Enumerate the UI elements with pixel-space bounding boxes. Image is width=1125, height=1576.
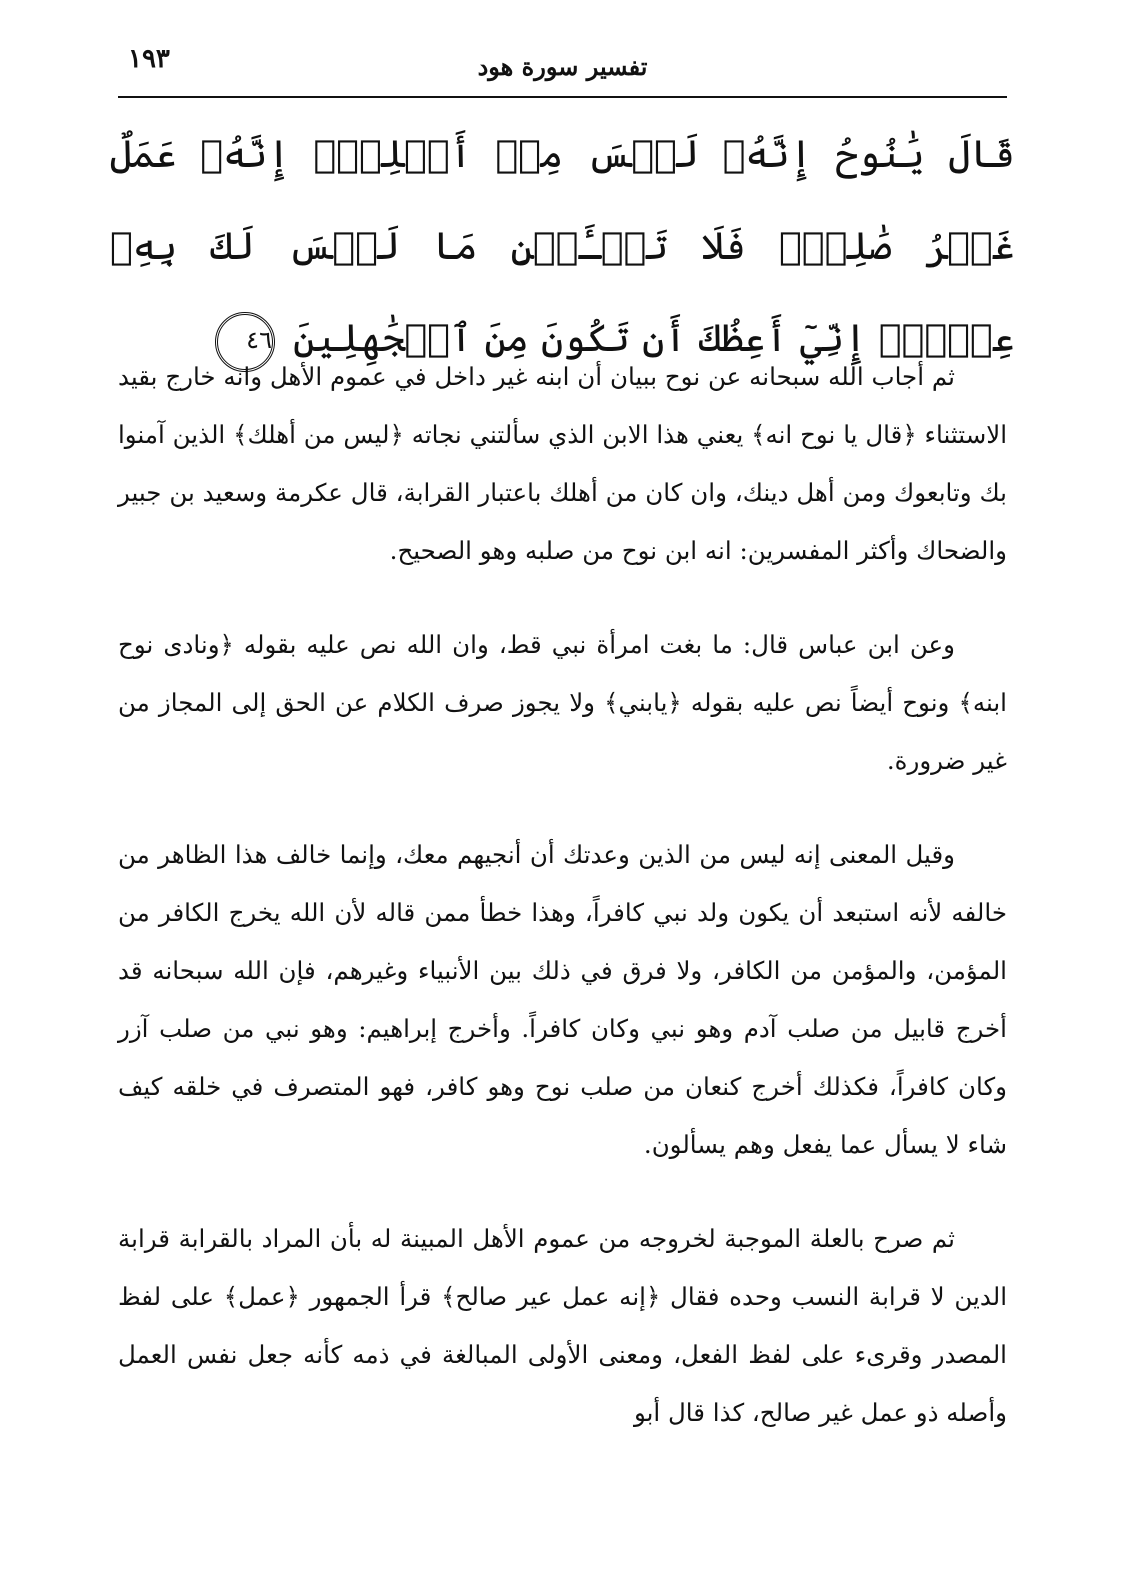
quran-verse: [110, 108, 1015, 384]
header-divider: [118, 96, 1007, 98]
paragraph: ثم صرح بالعلة الموجبة لخروجه من عموم الأهل المبينة له بأن المراد بالقرابة قرابة الدين لا قرابة النسب وحده فقال ﴿إنه عمل عير صالح﴾ قرأ الجمهور ﴿عمل﴾ على لفظ المصدر وقرىء على لفظ الفعل، ومعنى الأولى المبالغة في ذمه كأنه جعل نفس العمل وأصله ذو عمل غير صالح، كذا قال أبو: [118, 1224, 1007, 1427]
verse-text: قَالَ يَٰنُوحُ إِنَّهُۥ لَيۡسَ مِنۡ أَهۡلِكَۖ إِنَّهُۥ عَمَلٌ غَيۡرُ صَٰلِحٖۖ فَلَا تَسۡـَٔلۡنِ مَا لَيۡسَ لَكَ بِهِۦ عِلۡمٌۖ إِنِّيٓ أَعِظُكَ أَن تَكُونَ مِنَ ٱلۡجَٰهِلِينَ: [110, 132, 1015, 360]
page-number: ١٩٣: [128, 44, 170, 74]
paragraph: وعن ابن عباس قال: ما بغت امرأة نبي قط، وان الله نص عليه بقوله ﴿ونادى نوح ابنه﴾ ونوح أيضاً نص عليه بقوله ﴿يابني﴾ ولا يجوز صرف الكلام عن الحق إلى المجاز من غير ضرورة.: [118, 630, 1007, 775]
paragraph: وقيل المعنى إنه ليس من الذين وعدتك أن أنجيهم معك، وإنما خالف هذا الظاهر من خالفه لأنه استبعد أن يكون ولد نبي كافراً، وهذا خطأ ممن قاله لأن الله يخرج الكافر من المؤمن، والمؤمن من الكافر، ولا فرق في ذلك بين الأنبياء وغيرهم، فإن الله سبحانه قد أخرج قابيل من صلب آدم وهو نبي وكان كافراً. وأخرج إبراهيم: وهو نبي من صلب آزر وكان كافراً، فكذلك أخرج كنعان من صلب نوح وهو كافر، فهو المتصرف في خلقه كيف شاء لا يسأل عما يفعل وهم يسألون.: [118, 840, 1007, 1159]
ayah-number-marker: ٤٦: [215, 312, 275, 372]
page-header: [118, 40, 1007, 92]
paragraph: ثم أجاب الله سبحانه عن نوح ببيان أن ابنه غير داخل في عموم الأهل وانه خارج بقيد الاستثناء ﴿قال يا نوح انه﴾ يعني هذا الابن الذي سألتني نجاته ﴿ليس من أهلك﴾ الذين آمنوا بك وتابعوك ومن أهل دينك، وان كان من أهلك باعتبار القرابة، قال عكرمة وسعيد بن جبير والضحاك وأكثر المفسرين: انه ابن نوح من صلبه وهو الصحيح.: [118, 362, 1007, 565]
commentary-body: [118, 348, 1007, 1442]
running-title: تفسير سورة هود: [477, 52, 648, 81]
